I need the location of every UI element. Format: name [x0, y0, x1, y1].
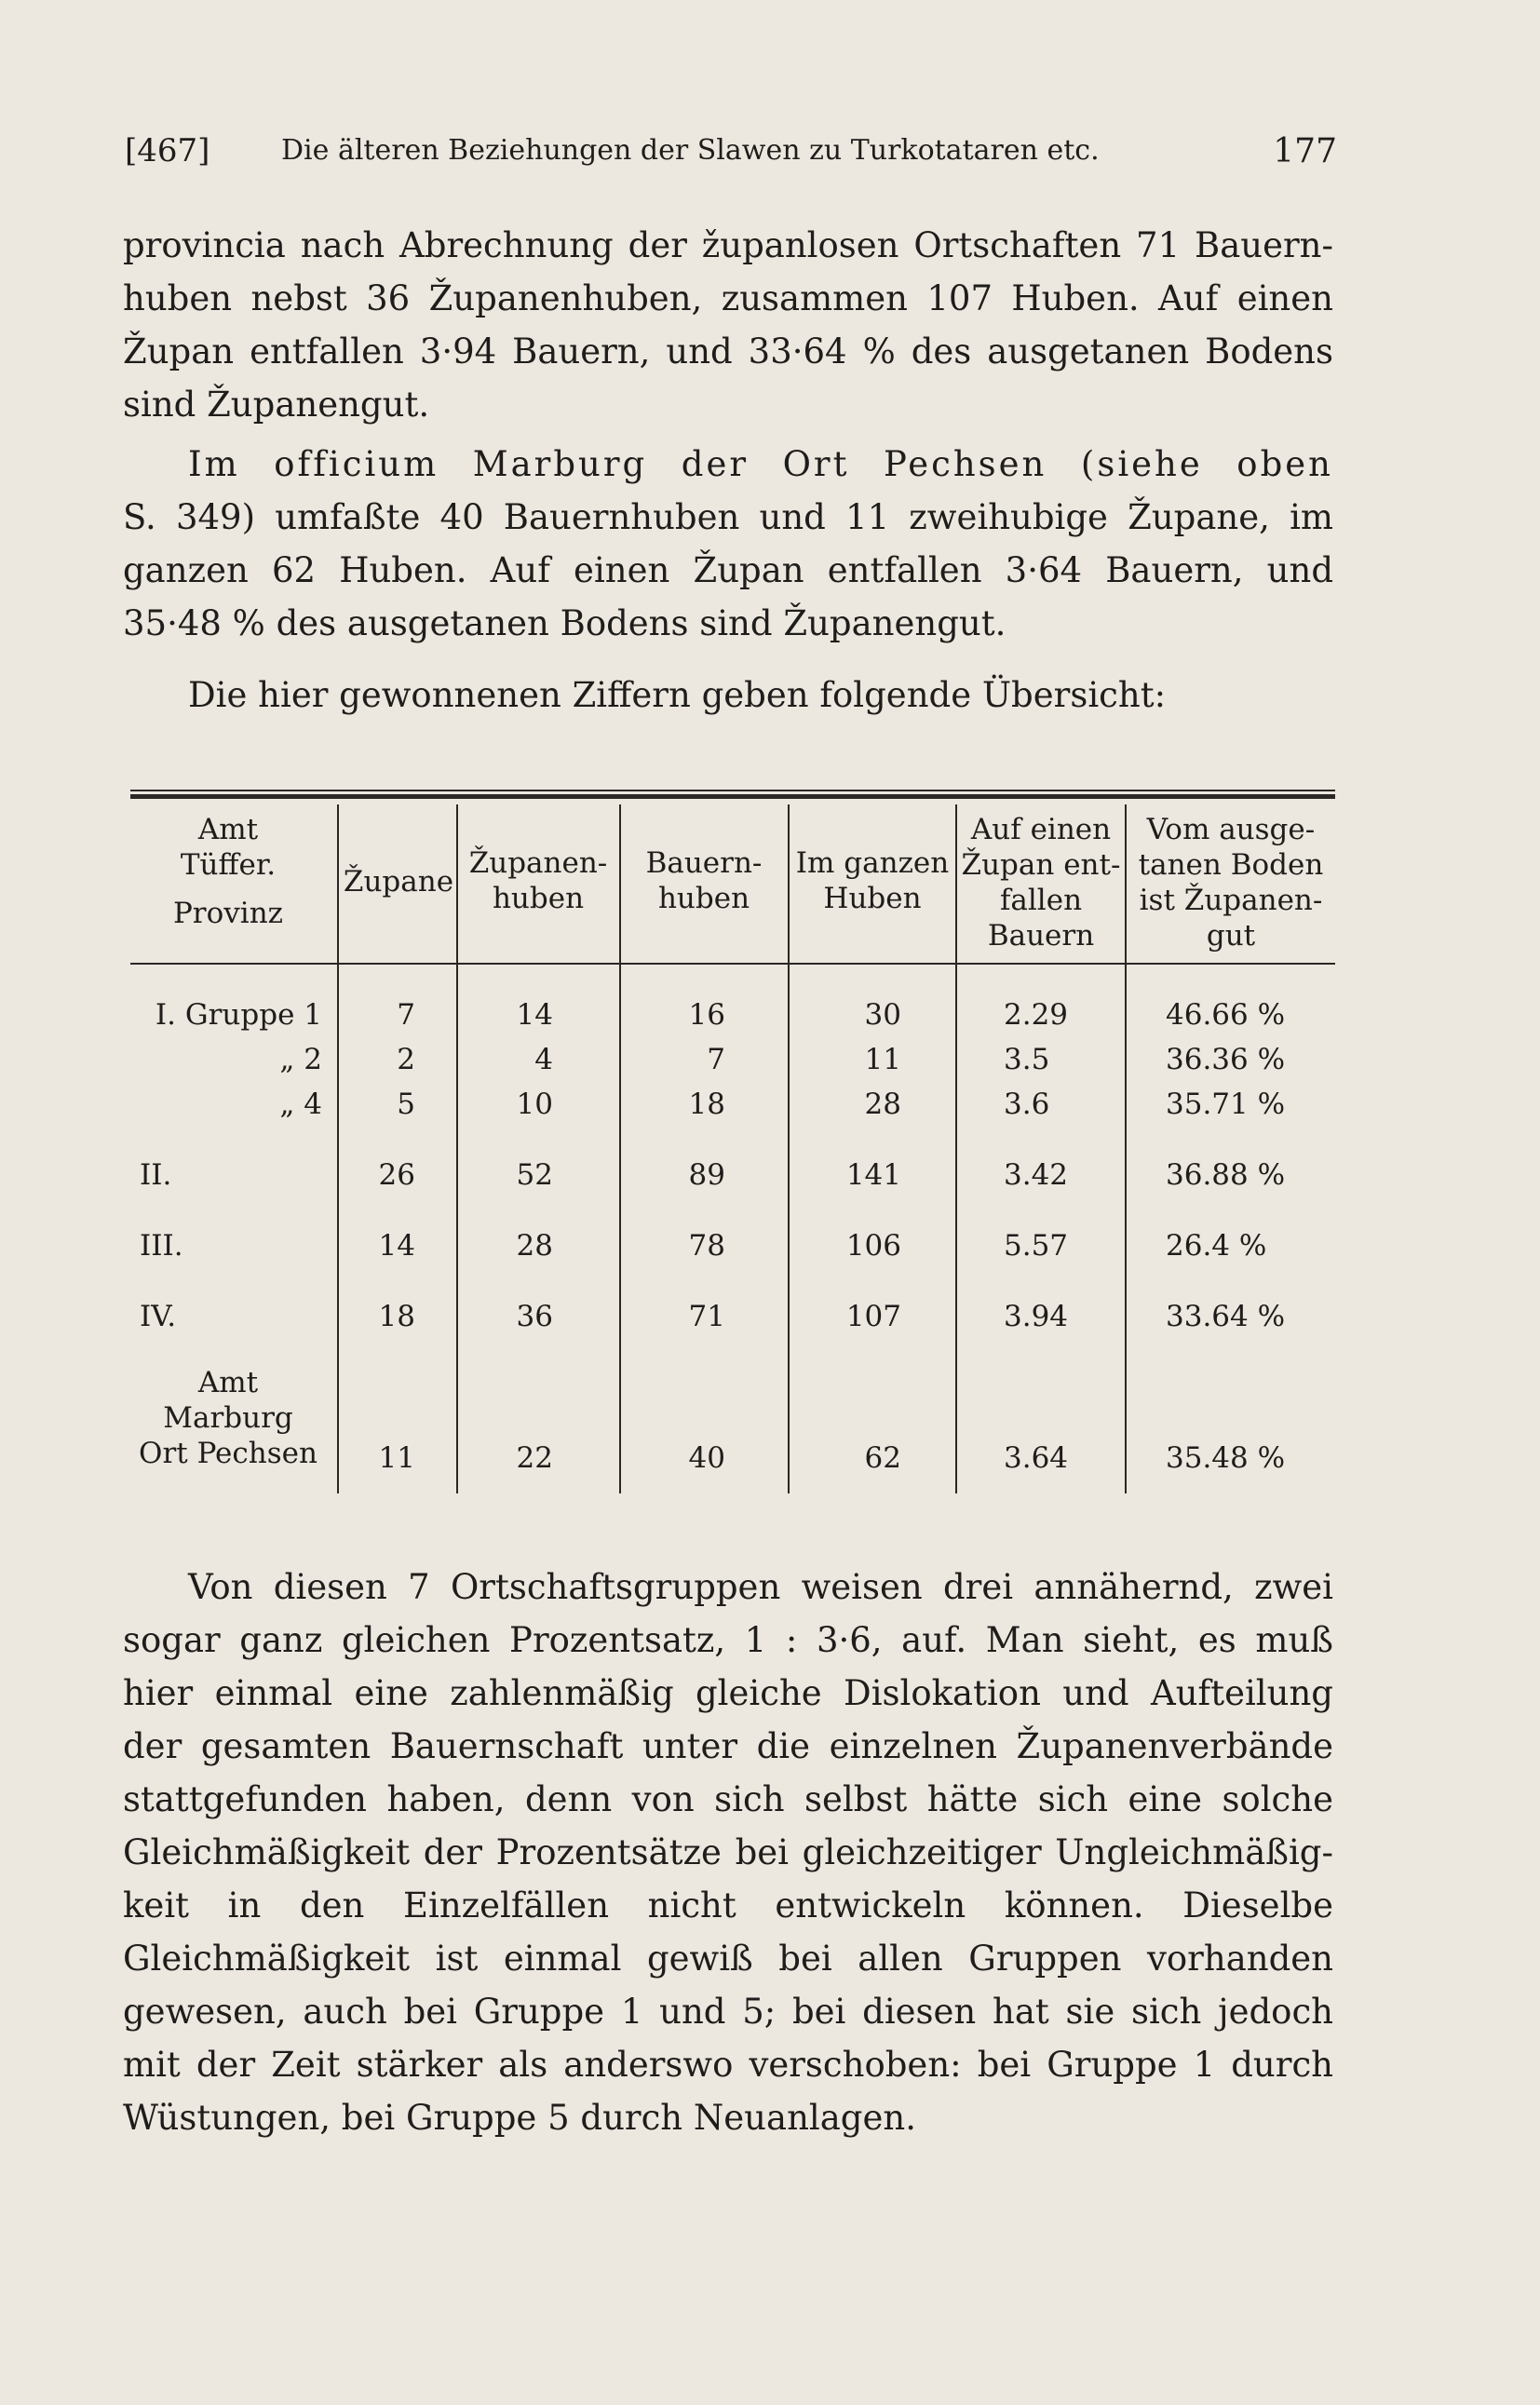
header-text: fallen [999, 884, 1083, 917]
cell-zupanenhuben: 10 [516, 1088, 553, 1121]
text-line: sogar ganz gleichen Prozentsatz, 1 : 3·6, auf. Man sieht, es muß [123, 1620, 1333, 1660]
cell-zupanenhuben: 14 [516, 998, 553, 1032]
header-text: ist Županen- [1139, 884, 1323, 917]
paragraph-1 [123, 219, 1333, 431]
text-line: 35·48 % des ausgetanen Bodens sind Županengut. [123, 603, 1006, 643]
text-line: gewesen, auch bei Gruppe 1 und 5; bei diesen hat sie sich jedoch [123, 1992, 1333, 2032]
table-header-rule [130, 963, 1335, 965]
header-text: Amt [197, 813, 259, 846]
cell-zupanenhuben: 22 [516, 1441, 553, 1475]
running-header [125, 123, 1337, 179]
header-text: Vom ausge- [1146, 813, 1316, 846]
header-zupanenhuben [458, 845, 618, 916]
cell-bauern-pro-zupan: 3.64 [1004, 1441, 1069, 1475]
cell-zupane: 2 [397, 1043, 415, 1076]
cell-zupane: 26 [378, 1158, 415, 1192]
header-text: gut [1206, 919, 1256, 953]
cell-zupanenhuben: 28 [516, 1229, 553, 1263]
header-text: Župan ent- [961, 848, 1121, 882]
text-line: Gleichmäßigkeit ist einmal gewiß bei allen Gruppen vorhanden [123, 1939, 1333, 1979]
row-label: I. Gruppe 1 [155, 998, 322, 1032]
paragraph-4 [123, 1561, 1333, 2144]
header-zupane: Župane [343, 865, 454, 898]
cell-zupane: 7 [397, 998, 415, 1032]
header-text: Tüffer. [180, 848, 277, 882]
text-line: huben nebst 36 Županenhuben, zusammen 107 Huben. Auf einen [123, 278, 1333, 318]
text-line: Im officium Marburg der Ort Pechsen (siehe oben [188, 444, 1333, 484]
column-divider [337, 804, 339, 1493]
header-text: huben [657, 882, 750, 915]
cell-prozent: 26.4 % [1166, 1229, 1267, 1263]
cell-zupane: 11 [378, 1441, 415, 1475]
row-label: II. [140, 1158, 172, 1192]
cell-prozent: 36.88 % [1166, 1158, 1286, 1192]
cell-prozent: 46.66 % [1166, 998, 1286, 1032]
header-text: tanen Boden [1138, 848, 1324, 882]
header-text: Bauern- [645, 846, 763, 880]
header-text: Auf einen [970, 813, 1112, 846]
running-title: Die älteren Beziehungen der Slawen zu Turkotataren etc. [281, 134, 1100, 167]
header-text: Huben [823, 882, 922, 915]
cell-im-ganzen: 28 [864, 1088, 901, 1121]
cell-im-ganzen: 107 [845, 1300, 901, 1333]
header-text: Im ganzen [795, 846, 950, 880]
cell-zupanenhuben: 52 [516, 1158, 553, 1192]
text-line: Gleichmäßigkeit der Prozentsätze bei gleichzeitiger Ungleichmäßig- [123, 1832, 1333, 1872]
cell-prozent: 36.36 % [1166, 1043, 1286, 1076]
text-line: ganzen 62 Huben. Auf einen Župan entfallen 3·64 Bauern, und [123, 550, 1333, 590]
cell-bauernhuben: 16 [688, 998, 725, 1032]
header-vom-ausgetanen-boden [1127, 812, 1335, 953]
row-label-amt-marburg [130, 1365, 326, 1471]
statistics-table [130, 790, 1335, 1497]
cell-zupanenhuben: 36 [516, 1300, 553, 1333]
cell-bauern-pro-zupan: 3.6 [1004, 1088, 1050, 1121]
header-im-ganzen-huben [790, 845, 955, 916]
cell-bauern-pro-zupan: 5.57 [1004, 1229, 1069, 1263]
text-line: provincia nach Abrechnung der županlosen Ortschaften 71 Bauern- [123, 225, 1333, 265]
text-line: keit in den Einzelfällen nicht entwickeln können. Dieselbe [123, 1885, 1333, 1925]
row-label: „ 2 [279, 1043, 322, 1076]
header-text: Županen- [468, 846, 608, 880]
text-line: Wüstungen, bei Gruppe 5 durch Neuanlagen. [123, 2098, 916, 2138]
header-bauernhuben [621, 845, 787, 916]
header-text: Bauern [987, 919, 1095, 953]
table-top-rule [130, 790, 1335, 799]
cell-bauernhuben: 71 [688, 1300, 725, 1333]
header-amt-tueffer [130, 812, 326, 931]
cell-prozent: 35.48 % [1166, 1441, 1286, 1475]
text-line: Župan entfallen 3·94 Bauern, und 33·64 % des ausgetanen Bodens [123, 331, 1333, 372]
cell-prozent: 33.64 % [1166, 1300, 1286, 1333]
cell-bauernhuben: 7 [707, 1043, 725, 1076]
cell-bauern-pro-zupan: 3.5 [1004, 1043, 1050, 1076]
paragraph-3 [123, 669, 1333, 722]
text-line: Die hier gewonnenen Ziffern geben folgende Übersicht: [188, 675, 1167, 715]
text-line: S. 349) umfaßte 40 Bauernhuben und 11 zweihubige Župane, im [123, 497, 1333, 537]
cell-zupanenhuben: 4 [534, 1043, 553, 1076]
cell-im-ganzen: 141 [845, 1158, 901, 1192]
page-number: 177 [1273, 132, 1337, 170]
cell-zupane: 18 [378, 1300, 415, 1333]
header-text: huben [492, 882, 585, 915]
cell-im-ganzen: 11 [864, 1043, 901, 1076]
paragraph-2 [123, 438, 1333, 650]
row-label: IV. [140, 1300, 177, 1333]
label-text: Marburg [163, 1401, 293, 1435]
text-line: mit der Zeit stärker als anderswo verschoben: bei Gruppe 1 durch [123, 2045, 1333, 2085]
cell-bauern-pro-zupan: 3.42 [1004, 1158, 1069, 1192]
header-text: Provinz [172, 897, 284, 930]
cell-im-ganzen: 30 [864, 998, 901, 1032]
cell-bauernhuben: 89 [688, 1158, 725, 1192]
row-label: „ 4 [279, 1088, 322, 1121]
header-auf-einen-zupan [957, 812, 1125, 953]
text-line: hier einmal eine zahlenmäßig gleiche Dislokation und Aufteilung [123, 1673, 1333, 1713]
cell-bauernhuben: 18 [688, 1088, 725, 1121]
label-text: Ort Pechsen [139, 1437, 317, 1470]
cell-zupane: 14 [378, 1229, 415, 1263]
text-line: der gesamten Bauernschaft unter die einzelnen Županenverbände [123, 1726, 1333, 1766]
page-bracket-number: [467] [125, 132, 210, 169]
cell-bauern-pro-zupan: 3.94 [1004, 1300, 1069, 1333]
text-line: Von diesen 7 Ortschaftsgruppen weisen drei annähernd, zwei [188, 1567, 1333, 1607]
text-line: sind Županengut. [123, 385, 430, 425]
cell-prozent: 35.71 % [1166, 1088, 1286, 1121]
cell-im-ganzen: 106 [845, 1229, 901, 1263]
cell-bauern-pro-zupan: 2.29 [1004, 998, 1069, 1032]
cell-bauernhuben: 40 [688, 1441, 725, 1475]
row-label: III. [140, 1229, 183, 1263]
cell-zupane: 5 [397, 1088, 415, 1121]
label-text: Amt [197, 1366, 259, 1399]
cell-im-ganzen: 62 [864, 1441, 901, 1475]
cell-bauernhuben: 78 [688, 1229, 725, 1263]
text-line: stattgefunden haben, denn von sich selbst hätte sich eine solche [123, 1779, 1333, 1819]
